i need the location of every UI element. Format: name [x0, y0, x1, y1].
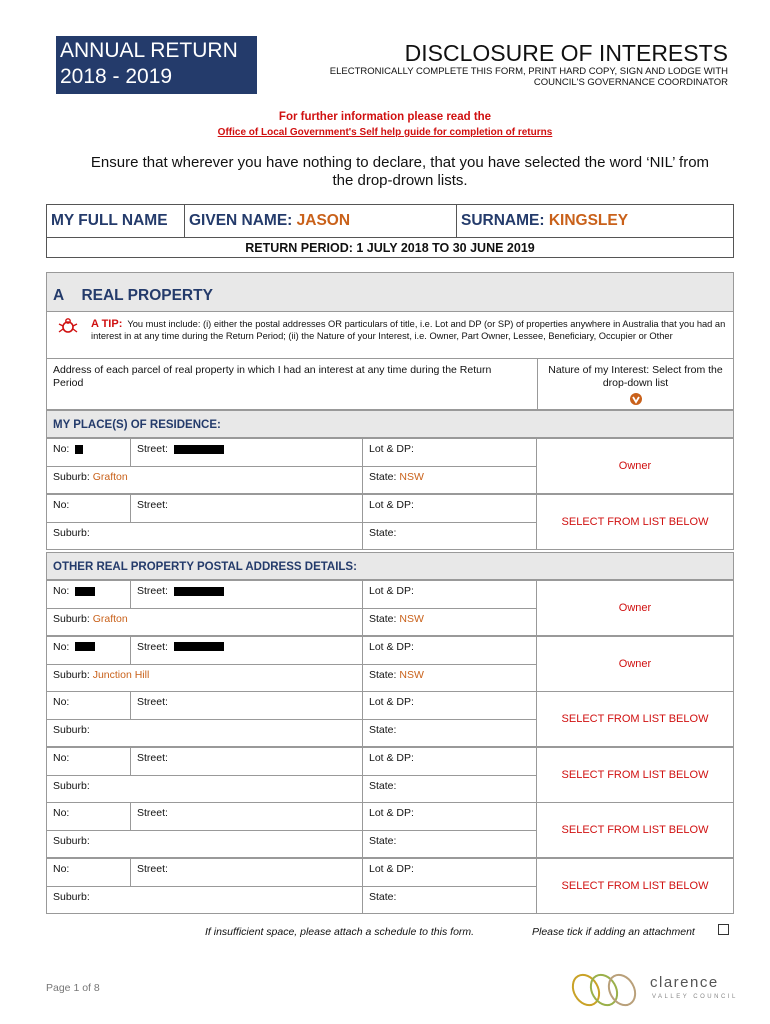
section-title: REAL PROPERTY — [81, 287, 213, 304]
lot-dp-label: Lot & DP: — [369, 640, 414, 653]
property-row — [46, 580, 734, 636]
redacted-street — [174, 642, 224, 651]
page-subtitle — [280, 66, 728, 88]
tip-box — [46, 312, 734, 358]
street-field[interactable] — [131, 859, 363, 887]
section-a-title — [53, 287, 213, 305]
tip-body: You must include: (i) either the postal addresses OR particulars of title, i.e. Lot and DP (or SP) of properties anywhere in Australia that you had an interest in at any time during the Return Period; (ii) the Nature of your Interest, i.e. Owner, Part Owner, Lessee, Beneficiary, Occupier or Other — [91, 319, 726, 341]
state-label: State: — [369, 890, 397, 903]
redacted-number — [75, 445, 83, 454]
no-field[interactable] — [47, 495, 131, 523]
section-letter: A — [53, 287, 65, 304]
no-label: No: — [53, 640, 70, 653]
state-field[interactable] — [363, 886, 537, 914]
street-field[interactable] — [131, 637, 363, 665]
state-value: NSW — [399, 471, 424, 483]
logo-text: clarence — [650, 974, 719, 991]
subtitle-line-2: COUNCIL'S GOVERNANCE COORDINATOR — [533, 77, 728, 88]
suburb-field[interactable] — [47, 775, 363, 803]
attachment-checkbox[interactable] — [718, 924, 729, 935]
suburb-label: Suburb: — [53, 779, 90, 792]
street-label: Street: — [137, 585, 168, 597]
state-label: State: — [369, 668, 397, 681]
tip-text — [91, 318, 731, 342]
street-label: Street: — [137, 862, 168, 875]
page-number: Page 1 of 8 — [46, 982, 100, 994]
property-row — [46, 747, 734, 803]
no-label: No: — [53, 807, 70, 819]
state-field[interactable] — [363, 664, 537, 692]
nature-dropdown[interactable]: Owner — [618, 460, 652, 472]
property-row — [46, 858, 734, 914]
street-field[interactable] — [131, 495, 363, 523]
nature-dropdown[interactable]: SELECT FROM LIST BELOW — [561, 824, 709, 836]
suburb-label: Suburb: — [53, 835, 90, 847]
state-label: State: — [369, 724, 397, 736]
street-field[interactable] — [131, 439, 363, 467]
street-field[interactable] — [131, 692, 363, 720]
street-field[interactable] — [131, 803, 363, 831]
property-row — [46, 438, 734, 494]
state-field[interactable] — [363, 608, 537, 636]
street-field[interactable] — [131, 581, 363, 609]
no-field[interactable] — [47, 803, 131, 831]
state-field[interactable] — [363, 775, 537, 803]
suburb-label: Suburb: — [53, 471, 90, 483]
suburb-field[interactable] — [47, 664, 363, 692]
lot-dp-field[interactable] — [363, 692, 537, 720]
suburb-label: Suburb: — [53, 526, 90, 539]
info-text: For further information please read the — [278, 111, 492, 123]
state-label: State: — [369, 835, 397, 847]
full-name-label: MY FULL NAME — [47, 205, 185, 237]
lot-dp-field[interactable] — [363, 803, 537, 831]
lot-dp-field[interactable] — [363, 581, 537, 609]
council-logo — [568, 970, 738, 1008]
annual-return-years: 2018 - 2019 — [60, 65, 173, 88]
no-label: No: — [53, 696, 70, 708]
state-label: State: — [369, 613, 397, 625]
instruction-line-2: the drop-drown lists. — [332, 172, 468, 189]
suburb-field[interactable] — [47, 608, 363, 636]
no-field[interactable] — [47, 439, 131, 467]
logo-subtext: VALLEY COUNCIL — [652, 994, 738, 1000]
no-label: No: — [53, 498, 70, 511]
annual-return-badge — [56, 36, 257, 94]
property-row — [46, 636, 734, 692]
no-field[interactable] — [47, 748, 131, 776]
other-property-heading: OTHER REAL PROPERTY POSTAL ADDRESS DETAILS: — [46, 552, 734, 580]
no-label: No: — [53, 751, 70, 764]
no-field[interactable] — [47, 859, 131, 887]
suburb-label: Suburb: — [53, 724, 90, 736]
suburb-label: Suburb: — [53, 613, 90, 625]
nature-header: Nature of my Interest: Select from the drop-down list — [548, 364, 723, 389]
lot-dp-field[interactable] — [363, 748, 537, 776]
attachment-label: Please tick if adding an attachment — [532, 926, 695, 938]
nature-dropdown[interactable]: SELECT FROM LIST BELOW — [561, 713, 709, 725]
no-field[interactable] — [47, 581, 131, 609]
bug-icon — [57, 316, 79, 334]
state-value: NSW — [399, 613, 424, 625]
logo-mark-icon — [568, 970, 648, 1008]
suburb-field[interactable] — [47, 719, 363, 747]
suburb-field[interactable] — [47, 830, 363, 858]
state-field[interactable] — [363, 522, 537, 550]
surname-value: KINGSLEY — [548, 212, 629, 229]
section-a-header — [46, 272, 734, 312]
suburb-field[interactable] — [47, 886, 363, 914]
lot-dp-label: Lot & DP: — [369, 443, 414, 455]
nature-dropdown[interactable]: SELECT FROM LIST BELOW — [561, 515, 709, 528]
street-label: Street: — [137, 498, 168, 511]
no-field[interactable] — [47, 637, 131, 665]
lot-dp-field[interactable] — [363, 495, 537, 523]
no-label: No: — [53, 443, 70, 455]
lot-dp-label: Lot & DP: — [369, 807, 414, 819]
redacted-street — [174, 587, 224, 596]
lot-dp-label: Lot & DP: — [369, 862, 414, 875]
street-label: Street: — [137, 751, 168, 764]
name-row — [47, 205, 733, 238]
guide-link[interactable]: Office of Local Government's Self help guide for completion of returns — [217, 127, 553, 138]
state-field[interactable] — [363, 719, 537, 747]
suburb-value: Grafton — [92, 471, 128, 483]
redacted-street — [174, 445, 224, 454]
property-row — [46, 802, 734, 858]
state-field[interactable] — [363, 466, 537, 494]
address-header-row — [46, 358, 734, 410]
suburb-value: Grafton — [92, 613, 128, 625]
suburb-label: Suburb: — [53, 890, 90, 903]
address-header: Address of each parcel of real property in which I had an interest at any time during the Return Period — [53, 364, 492, 389]
state-value: NSW — [399, 668, 424, 681]
state-label: State: — [369, 779, 397, 792]
surname-field[interactable] — [457, 205, 733, 237]
street-label: Street: — [137, 807, 168, 819]
street-label: Street: — [137, 640, 168, 653]
nature-dropdown[interactable]: Owner — [618, 657, 652, 670]
suburb-value: Junction Hill — [92, 668, 150, 681]
property-row — [46, 691, 734, 747]
nature-dropdown[interactable]: SELECT FROM LIST BELOW — [561, 879, 709, 892]
suburb-field[interactable] — [47, 522, 363, 550]
street-label: Street: — [137, 696, 168, 708]
lot-dp-field[interactable] — [363, 439, 537, 467]
nature-dropdown[interactable]: SELECT FROM LIST BELOW — [561, 768, 709, 781]
dropdown-arrow-icon — [629, 392, 643, 406]
name-box — [46, 204, 734, 258]
surname-label: SURNAME: — [461, 212, 545, 229]
no-label: No: — [53, 585, 70, 597]
no-label: No: — [53, 862, 70, 875]
nature-header-cell — [537, 359, 733, 409]
state-label: State: — [369, 471, 397, 483]
redacted-number — [75, 587, 95, 596]
page-title: DISCLOSURE OF INTERESTS — [404, 40, 728, 66]
lot-dp-field[interactable] — [363, 637, 537, 665]
lot-dp-label: Lot & DP: — [369, 498, 414, 511]
instruction-line-1: Ensure that wherever you have nothing to declare, that you have selected the word ‘NIL’ from — [90, 154, 710, 171]
street-label: Street: — [137, 443, 168, 455]
instruction-text — [70, 154, 730, 190]
insufficient-space-note: If insufficient space, please attach a schedule to this form. — [205, 926, 475, 938]
state-field[interactable] — [363, 830, 537, 858]
given-name-value: JASON — [296, 212, 351, 229]
redacted-number — [75, 642, 95, 651]
annual-return-title: ANNUAL RETURN — [60, 39, 238, 62]
state-label: State: — [369, 526, 397, 539]
lot-dp-field[interactable] — [363, 859, 537, 887]
tip-label: A TIP: — [91, 318, 123, 330]
lot-dp-label: Lot & DP: — [369, 585, 414, 597]
return-period: RETURN PERIOD: 1 JULY 2018 TO 30 JUNE 2019 — [245, 241, 535, 255]
lot-dp-label: Lot & DP: — [369, 751, 414, 764]
lot-dp-label: Lot & DP: — [369, 696, 414, 708]
suburb-field[interactable] — [47, 466, 363, 494]
nature-dropdown[interactable]: Owner — [618, 602, 652, 614]
street-field[interactable] — [131, 748, 363, 776]
subtitle-line-1: ELECTRONICALLY COMPLETE THIS FORM, PRINT HARD COPY, SIGN AND LODGE WITH — [329, 66, 728, 77]
property-row — [46, 494, 734, 550]
given-name-label: GIVEN NAME: — [189, 212, 293, 229]
given-name-field[interactable] — [185, 205, 457, 237]
no-field[interactable] — [47, 692, 131, 720]
residence-heading: MY PLACE(S) OF RESIDENCE: — [46, 410, 734, 438]
suburb-label: Suburb: — [53, 668, 90, 681]
